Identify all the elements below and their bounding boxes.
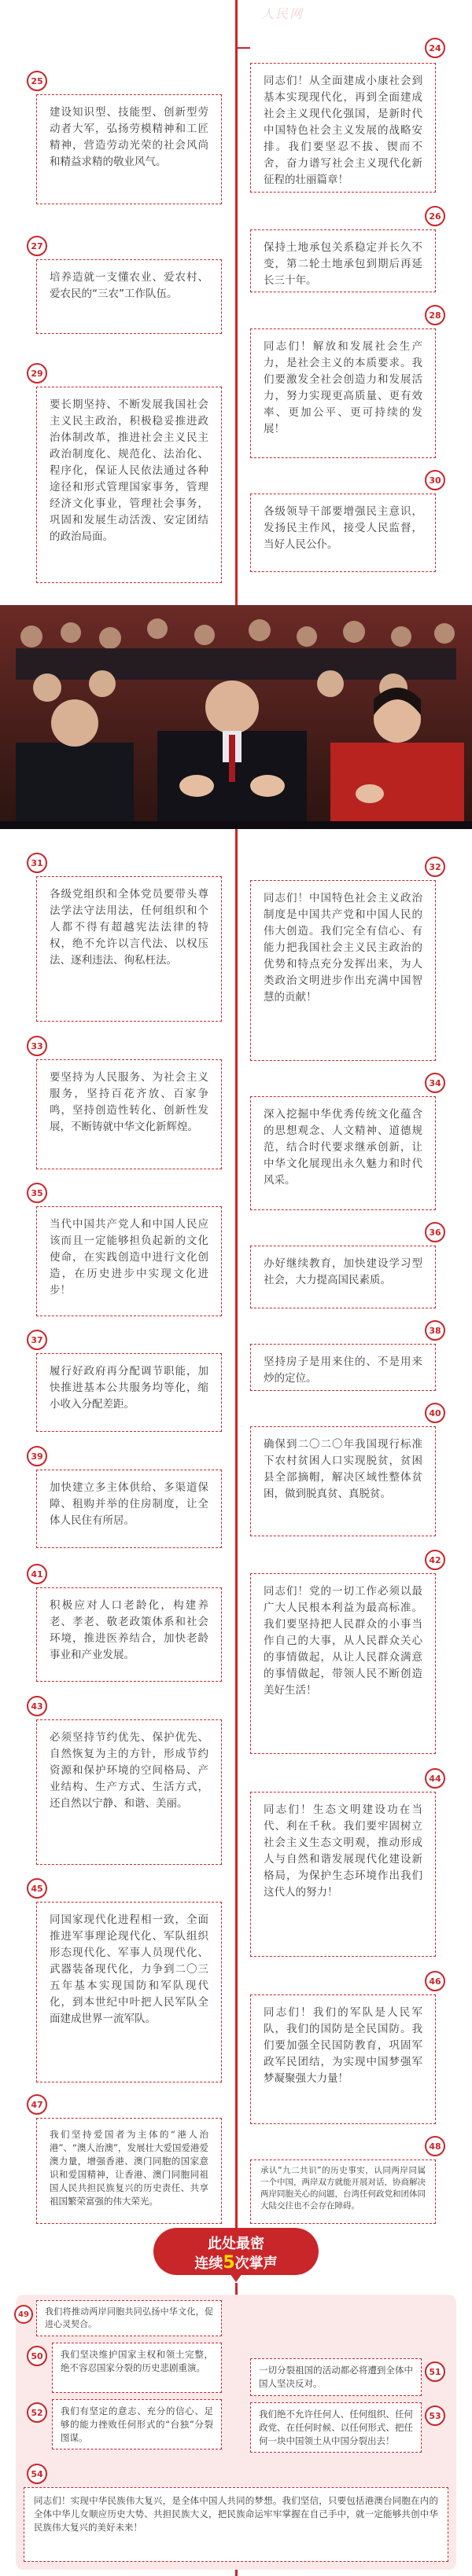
item-text: 同国家现代化进程相一致，全面推进军事理论现代化、军队组织形态现代化、军事人员现代化、武器装备现代化，力争到二〇三五年基本实现国防和军队现代化，到本世纪中叶把人民军队全面建成世界一流军队。 (50, 1914, 208, 2025)
item-text: 我们有坚定的意志、充分的信心、足够的能力挫败任何形式的“台独”分裂图谋。 (61, 2405, 213, 2443)
item-number-37: 37 (27, 1330, 47, 1350)
applause-item-41 (36, 1587, 222, 1682)
item-number-29: 29 (27, 363, 47, 383)
item-text: 我们坚决维护国家主权和领土完整，绝不容忍国家分裂的历史悲剧重演。 (61, 2349, 213, 2373)
applause-item-36 (250, 1246, 436, 1308)
item-text: 要长期坚持、不断发展我国社会主义民主政治，积极稳妥推进政治体制改革，推进社会主义民主政治制度化、规范化、法治化、程序化，保证人民依法通过各种途径和形式管理国家事务，管理经济文化事业，管理社会事务，巩固和发展生动活泼、安定团结的政治局面。 (50, 398, 208, 543)
item-text: 同志们！实现中华民族伟大复兴，是全体中国人共同的梦想。我们坚信，只要包括港澳台同胞在内的全体中华儿女顺应历史大势、共担民族大义，把民族命运牢牢掌握在自己手中，就一定能够共创中华民族伟大复兴的美好未来！ (34, 2495, 438, 2533)
applause-item-32 (250, 880, 436, 1061)
item-number-34: 34 (425, 1073, 445, 1093)
item-text: 当代中国共产党人和中国人民应该而且一定能够担负起新的文化使命，在实践创造中进行文化创造，在历史进步中实现文化进步！ (50, 1218, 208, 1297)
item-text: 我们将推动两岸同胞共同弘扬中华文化，促进心灵契合。 (45, 2306, 213, 2329)
item-number-25: 25 (27, 71, 47, 91)
applause-item-51 (250, 2358, 422, 2396)
item-text: 我们绝不允许任何人、任何组织、任何政党、在任何时候、以任何形式、把任何一块中国领土从中国分裂出去！ (259, 2409, 413, 2446)
item-text: 各级领导干部要增强民主意识，发扬民主作风，接受人民监督，当好人民公仆。 (264, 505, 422, 551)
applause-item-48 (250, 2160, 436, 2224)
applause-item-46 (250, 1994, 436, 2124)
congress-photo-illustration (0, 605, 472, 829)
item-text: 履行好政府再分配调节职能，加快推进基本公共服务均等化，缩小收入分配差距。 (50, 1365, 208, 1411)
item-text: 确保到二〇二〇年我国现行标准下农村贫困人口实现脱贫，贫困县全部摘帽，解决区域性整体贫困，做到脱真贫、真脱贫。 (264, 1438, 422, 1500)
applause-item-43 (36, 1719, 222, 1865)
watermark: 人民网 (261, 6, 304, 21)
applause-item-40 (250, 1426, 436, 1536)
item-number-24: 24 (425, 38, 445, 58)
applause-item-45 (36, 1902, 222, 2082)
item-number-27: 27 (27, 236, 47, 256)
item-number-49: 49 (14, 2305, 33, 2324)
item-text: 同志们！从全面建成小康社会到基本实现现代化，再到全面建成社会主义现代化强国，是新时代中国特色社会主义发展的战略安排。我们要坚忍不拔、锲而不舍，奋力谱写社会主义现代化新征程的壮丽篇章！ (264, 75, 422, 186)
item-number-44: 44 (425, 1768, 445, 1789)
item-text: 培养造就一支懂农业、爱农村、爱农民的“三农”工作队伍。 (50, 271, 208, 300)
item-number-31: 31 (27, 853, 47, 873)
item-number-36: 36 (425, 1222, 445, 1242)
applause-item-54 (24, 2487, 448, 2562)
item-text: 保持土地承包关系稳定并长久不变，第二轮土地承包到期后再延长三十年。 (264, 241, 422, 287)
item-text: 承认“九二共识”的历史事实，认同两岸同属一个中国，两岸双方就能开展对话，协商解决两岸同胞关心的问题，台湾任何政党和团体同大陆交往也不会存在障碍。 (260, 2166, 426, 2211)
item-text: 加快建立多主体供给、多渠道保障、租购并举的住房制度，让全体人民住有所居。 (50, 1481, 208, 1527)
item-number-52: 52 (27, 2402, 47, 2423)
item-number-26: 26 (425, 206, 445, 226)
item-text: 坚持房子是用来住的、不是用来炒的定位。 (264, 1356, 422, 1385)
applause-item-39 (36, 1470, 222, 1548)
item-number-35: 35 (27, 1183, 47, 1203)
item-number-33: 33 (27, 1036, 47, 1056)
item-text: 同志们！解放和发展社会生产力，是社会主义的本质要求。我们要激发全社会创造力和发展活力，努力实现更高质量、更有效率、更加公平、更可持续的发展！ (264, 340, 422, 435)
timeline-spine-top (235, 0, 238, 605)
item-number-50: 50 (27, 2346, 47, 2366)
applause-item-53 (250, 2402, 422, 2453)
applause-item-37 (36, 1353, 222, 1432)
applause-item-26 (250, 229, 436, 292)
applause-item-34 (250, 1096, 436, 1210)
item-text: 深入挖掘中华优秀传统文化蕴含的思想观念、人文精神、道德规范，结合时代要求继承创新，让中华文化展现出永久魅力和时代风采。 (264, 1108, 422, 1187)
item-number-42: 42 (425, 1550, 445, 1570)
applause-item-38 (250, 1344, 436, 1391)
applause-item-31 (36, 876, 222, 1022)
applause-item-25 (36, 94, 222, 204)
item-text: 一切分裂祖国的活动都必将遭到全体中国人坚决反对。 (259, 2365, 413, 2389)
item-text: 各级党组织和全体党员要带头尊法学法守法用法，任何组织和个人都不得有超越宪法法律的特权，绝不允许以言代法、以权压法、逐利违法、徇私枉法。 (50, 888, 208, 967)
applause-item-24 (250, 63, 436, 193)
item-number-28: 28 (425, 305, 445, 325)
applause-item-28 (250, 328, 436, 458)
applause-item-42 (250, 1573, 436, 1754)
item-number-46: 46 (425, 1971, 445, 1991)
banner-count: 5 (223, 2253, 235, 2273)
timeline-spine-middle (235, 829, 238, 2232)
applause-item-52 (52, 2399, 222, 2449)
applause-item-44 (250, 1792, 436, 1957)
item-number-41: 41 (27, 1564, 47, 1584)
banner-subtitle-pre: 连续 (194, 2255, 223, 2272)
item-text: 同志们！中国特色社会主义政治制度是中国共产党和中国人民的伟大创造。我们完全有信心、有能力把我国社会主义民主政治的优势和特点充分发挥出来，为人类政治文明进步作出充满中国智慧的贡献！ (264, 892, 422, 1004)
banner-pointer (228, 2271, 244, 2282)
item-number-47: 47 (27, 2094, 47, 2115)
applause-item-35 (36, 1206, 222, 1316)
item-text: 必须坚持节约优先、保护优先、自然恢复为主的方针，形成节约资源和保护环境的空间格局、产业结构、生产方式、生活方式，还自然以宁静、和谐、美丽。 (50, 1731, 208, 1810)
connector (238, 47, 250, 49)
item-number-48: 48 (425, 2136, 445, 2156)
item-text: 同志们！生态文明建设功在当代、利在千秋。我们要牢固树立社会主义生态文明观，推动形成人与自然和谐发展现代化建设新格局，为保护生态环境作出我们这代人的努力！ (264, 1804, 422, 1899)
applause-item-30 (250, 494, 436, 572)
applause-item-29 (36, 387, 222, 583)
item-number-51: 51 (425, 2361, 445, 2382)
item-text: 要坚持为人民服务、为社会主义服务，坚持百花齐放、百家争鸣，坚持创造性转化、创新性发展，不断铸就中华文化新辉煌。 (50, 1071, 208, 1133)
item-text: 同志们！党的一切工作必须以最广大人民根本利益为最高标准。我们要坚持把人民群众的小事当作自己的大事，从人民群众关心的事情做起，从让人民群众满意的事情做起，带领人民不断创造美好生活！ (264, 1585, 422, 1697)
item-text: 我们坚持爱国者为主体的“港人治港”、“澳人治澳”，发展壮大爱国爱港爱澳力量，增强香港、澳门同胞的国家意识和爱国精神，让香港、澳门同胞同祖国人民共担民族复兴的历史责任、共享祖国繁荣富强的伟大荣光。 (50, 2129, 208, 2207)
banner-title: 此处最密 (208, 2236, 264, 2252)
applause-item-50 (52, 2343, 222, 2393)
item-number-30: 30 (425, 470, 445, 490)
item-number-45: 45 (27, 1878, 47, 1899)
item-number-54: 54 (27, 2464, 47, 2484)
congress-photo (0, 605, 472, 829)
item-text: 建设知识型、技能型、创新型劳动者大军，弘扬劳模精神和工匠精神，营造劳动光荣的社会风尚和精益求精的敬业风气。 (50, 106, 208, 168)
item-number-39: 39 (27, 1446, 47, 1466)
item-number-32: 32 (425, 857, 445, 877)
banner-subtitle-post: 次掌声 (234, 2255, 278, 2272)
applause-item-47 (36, 2118, 222, 2224)
item-text: 积极应对人口老龄化，构建养老、孝老、敬老政策体系和社会环境，推进医养结合，加快老龄事业和产业发展。 (50, 1599, 208, 1661)
applause-item-33 (36, 1059, 222, 1169)
item-text: 办好继续教育，加快建设学习型社会，大力提高国民素质。 (264, 1257, 422, 1286)
banner-subtitle (153, 2252, 319, 2273)
item-number-38: 38 (425, 1320, 445, 1341)
item-number-53: 53 (425, 2405, 445, 2426)
item-number-40: 40 (425, 1403, 445, 1423)
section-banner (153, 2228, 319, 2283)
applause-item-49 (36, 2300, 222, 2336)
item-text: 同志们！我们的军队是人民军队，我们的国防是全民国防。我们要加强全民国防教育，巩固军政军民团结，为实现中国梦强军梦凝聚强大力量！ (264, 2006, 422, 2085)
applause-item-27 (36, 259, 222, 334)
item-number-43: 43 (27, 1696, 47, 1716)
most-intense-section (0, 2228, 472, 2576)
